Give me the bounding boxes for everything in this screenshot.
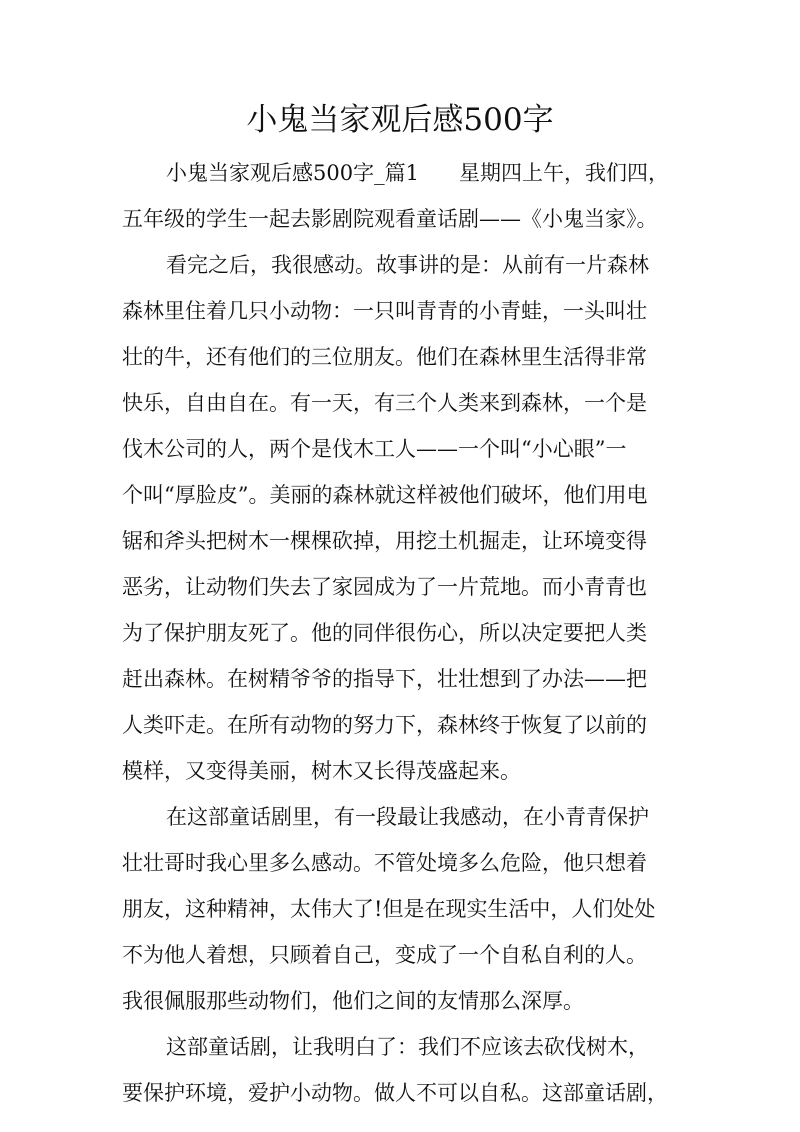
text-line: 壮壮哥时我心里多么感动。不管处境多么危险，他只想着 [122,851,647,875]
text-line: 壮的牛，还有他们的三位朋友。他们在森林里生活得非常 [122,345,647,369]
text-line: 要保护环境，爱护小动物。做人不可以自私。这部童话剧， [122,1081,668,1105]
document-body [122,150,678,1116]
text-line-heading [122,150,678,196]
document-title: 小鬼当家观后感500字 [246,102,554,138]
text-line: 恶劣，让动物们失去了家园成为了一片荒地。而小青青也 [122,575,647,599]
text-line: 个叫“厚脸皮”。美丽的森林就这样被他们破坏，他们用电 [122,483,648,507]
text-line: 我很佩服那些动物们，他们之间的友情那么深厚。 [122,989,584,1013]
text-line: 伐木公司的人，两个是伐木工人——一个叫“小心眼”一 [122,437,627,461]
text-line: 在这部童话剧里，有一段最让我感动，在小青青保护 [166,805,649,829]
text-line: 快乐，自由自在。有一天，有三个人类来到森林，一个是 [122,391,647,415]
text-line: 这部童话剧，让我明白了：我们不应该去砍伐树木， [166,1035,649,1059]
text-line: 森林里住着几只小动物：一只叫青青的小青蛙，一头叫壮 [122,299,647,323]
paragraph-start: 星期四上午，我们四， [458,161,669,185]
section-heading: 小鬼当家观后感500字_篇1 [166,161,419,185]
text-line: 不为他人着想，只顾着自己，变成了一个自私自利的人。 [122,943,647,967]
text-line: 赶出森林。在树精爷爷的指导下，壮壮想到了办法——把 [122,667,647,691]
text-line: 人类吓走。在所有动物的努力下，森林终于恢复了以前的 [122,713,647,737]
text-line: 看完之后，我很感动。故事讲的是：从前有一片森林 [166,253,649,277]
text-line: 模样，又变得美丽，树木又长得茂盛起来。 [122,759,521,783]
text-line: 朋友，这种精神，太伟大了!但是在现实生活中，人们处处 [122,897,656,921]
text-line: 为了保护朋友死了。他的同伴很伤心，所以决定要把人类 [122,621,647,645]
text-line: 五年级的学生一起去影剧院观看童话剧——《小鬼当家》。 [122,207,658,231]
text-line: 锯和斧头把树木一棵棵砍掉，用挖土机掘走，让环境变得 [122,529,647,553]
